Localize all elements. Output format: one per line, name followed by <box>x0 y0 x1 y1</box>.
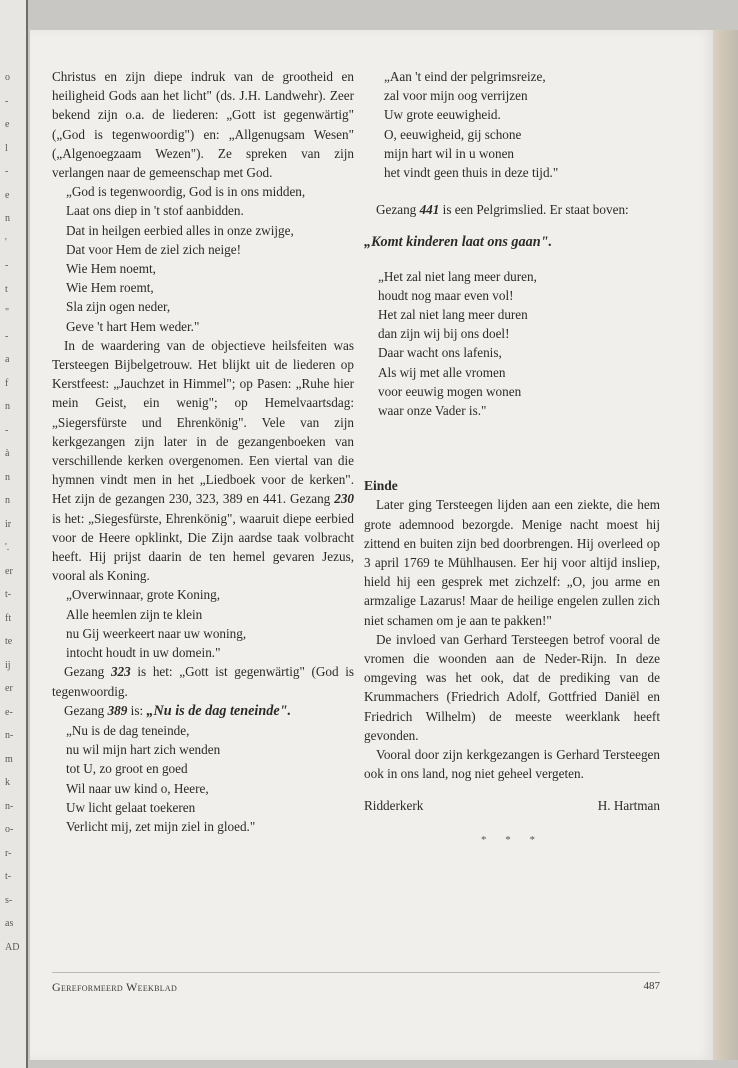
paragraph-einde-1: Later ging Tersteegen lijden aan een ziekte, die hem grote ademnood bezorgde. Menige nacht moest hij zittend en buiten zijn bed doorbrengen. Hij overleed op 3 april 1769 te Mühlhausen. Eer hij voor altijd insliep, hield hij een gesprek met zichzelf: „O, jou arme en armzalige Lazarus! Maar de heilige engelen zullen zich niet schamen om je aan te pakken!" <box>364 497 660 628</box>
prev-page-fragment: n- <box>5 730 14 741</box>
verse-line: het vindt geen thuis in deze tijd." <box>384 165 559 181</box>
prev-page-fragment: t- <box>5 871 12 882</box>
paragraph-intro: Christus en zijn diepe indruk van de grootheid en heiligheid Gods aan het licht" (ds. J.H. Landwehr). Zeer bekend zijn o.a. de liederen: „Gott ist gegenwärtig" („God is tegenwoordig") en: „Allgenugsam Wesen" („Algenoegzaam Wezen"). Ze spreken van zijn verlangen naar de gemeenschap met God. <box>52 69 354 181</box>
prev-page-fragment: f <box>5 377 9 389</box>
hymn-number-230: 230 <box>334 491 354 507</box>
verse-line: Wie Hem roemt, <box>66 280 154 296</box>
right-column <box>364 67 660 850</box>
prev-page-fragment: m <box>5 753 13 765</box>
verse-line: nu wil mijn hart zich wenden <box>66 742 221 758</box>
signature-line <box>364 796 660 815</box>
prev-page-fragment: - <box>5 424 9 436</box>
hymn-number-441: 441 <box>419 202 440 218</box>
verse-line: Het zal niet lang meer duren <box>378 307 528 323</box>
prev-page-fragment: t- <box>5 589 12 600</box>
hymn-number-323: 323 <box>110 664 131 680</box>
prev-page-fragment: l <box>5 142 8 154</box>
page-footer <box>52 980 660 995</box>
verse-line: Daar wacht ons lafenis, <box>378 345 502 361</box>
paragraph-gezang-389: Gezang 389 is: „Nu is de dag teneinde". <box>64 702 292 719</box>
verse-line: dan zijn wij bij ons doel! <box>378 326 510 342</box>
prev-page-fragment: ir <box>5 518 12 530</box>
footer-publication: Gereformeerd Weekblad <box>52 980 178 994</box>
prev-page-fragment: à <box>5 448 10 459</box>
prev-page-fragment: e <box>5 189 10 201</box>
verse-line: waar onze Vader is." <box>378 403 487 419</box>
prev-page-fragment: o <box>5 72 10 83</box>
verse-line: Dat voor Hem de ziel zich neige! <box>66 241 242 257</box>
prev-page-fragment: - <box>5 95 9 107</box>
prev-page-fragment: n- <box>5 800 14 812</box>
verse-line: „Overwinnaar, grote Koning, <box>66 587 221 603</box>
prev-page-fragment: a <box>5 354 10 365</box>
paragraph-einde-3: Vooral door zijn kerkgezangen is Gerhard Tersteegen ook in ons land, nog niet geheel vergeten. <box>364 747 660 782</box>
verse-line: intocht houdt in uw domein." <box>66 645 221 661</box>
end-ornament: * * * <box>481 833 543 846</box>
verse-het-zal-niet-lang <box>364 267 660 421</box>
prev-page-fragment: e- <box>5 706 13 718</box>
prev-page-fragment: ij <box>5 659 11 671</box>
verse-line: „God is tegenwoordig, God is in ons midden, <box>66 184 306 200</box>
verse-line: O, eeuwigheid, gij schone <box>384 126 522 142</box>
section-heading-einde: Einde <box>364 478 398 494</box>
verse-line: Uw grote eeuwigheid. <box>384 107 501 123</box>
prev-page-fragment: AD <box>5 941 20 953</box>
paragraph-bijbelgetrouw: In de waardering van de objectieve heilsfeiten was Tersteegen Bijbelgetrouw. Het blijkt uit de liederen op Kerstfeest: „Jauchzet in Himmel"; op Pasen: „Ruhe hier mein Geist, ein wenig"; op Hemelvaartsdag: „Siegersfürste und Ehrenkönig". Vele van zijn kerkgezangen zijn later in de gezangenboeken van verschillende kerken overgenomen. Een viertal van die hymnen vindt men in het „Liedboek voor de kerken". Het zijn de gezangen 230, 323, 389 en 441. Gezang 230 is het: „Siegesfürste, Ehrenkönig", waaruit diepe eerbied voor de Heere opklinkt, Die Zijn aardse taak volbracht heeft. Hij prijst daarin de ten hemel gevaren Jezus, vooral als Koning. <box>52 337 354 584</box>
prev-page-fragment: n <box>5 213 10 224</box>
prev-page-fragment: n <box>5 495 10 506</box>
verse-line: Alle heemlen zijn te klein <box>66 606 203 622</box>
left-column <box>52 67 354 836</box>
verse-line: „Nu is de dag teneinde, <box>66 722 190 738</box>
paragraph-gezang-323: Gezang 323 is het: „Gott ist gegenwärtig" (God is tegenwoordig. <box>52 664 355 699</box>
prev-page-fragment: ' <box>5 236 7 248</box>
prev-page-fragment: ft <box>5 612 12 624</box>
prev-page-fragment: - <box>5 330 9 342</box>
verse-line: houdt nog maar even vol! <box>378 287 514 303</box>
prev-page-fragment: er <box>5 683 13 694</box>
prev-page-fragment: n <box>5 401 10 412</box>
page-number: 487 <box>643 980 660 992</box>
paragraph-einde-2: De invloed van Gerhard Tersteegen betrof vooral de vromen die woonden aan de Neder-Rijn. In deze omgeving was het ook, dat de prediking van de Krummachers (Friedrich Adolf, Gottfried Daniël en Friedrich Wilhelm) de meeste weerklank heeft gevonden. <box>364 631 660 743</box>
verse-line: Wie Hem noemt, <box>66 261 156 277</box>
verse-line: Geve 't hart Hem weder." <box>66 318 200 334</box>
prev-page-fragment: as <box>5 918 14 929</box>
prev-page-fragment: te <box>5 636 13 647</box>
prev-page-fragment: s- <box>5 894 13 906</box>
hymn-number-389: 389 <box>107 702 128 718</box>
prev-page-fragment: - <box>5 260 9 271</box>
prev-page-fragment: " <box>5 307 10 318</box>
verse-line: Als wij met alle vromen <box>378 364 506 380</box>
prev-page-fragment: er <box>5 565 13 577</box>
verse-line: tot U, zo groot en goed <box>66 761 188 777</box>
verse-line: zal voor mijn oog verrijzen <box>384 88 528 104</box>
paragraph-gezang-441: Gezang 441 is een Pelgrimslied. Er staat boven: <box>376 202 629 218</box>
prev-page-fragment: - <box>5 166 9 177</box>
previous-page-edge <box>0 0 28 1068</box>
verse-line: voor eeuwig mogen wonen <box>378 383 522 399</box>
prev-page-fragment: r- <box>5 847 12 859</box>
verse-line: mijn hart wil in u wonen <box>384 145 515 161</box>
author-name: H. Hartman <box>597 797 660 813</box>
prev-page-fragment: t <box>5 283 8 295</box>
hymn-title-389: „Nu is de dag teneinde". <box>146 702 292 719</box>
verse-line: „Het zal niet lang meer duren, <box>378 268 537 284</box>
prev-page-fragment: o- <box>5 824 14 835</box>
verse-god-is-tegenwoordig <box>52 182 354 336</box>
hymn-title-441: „Komt kinderen laat ons gaan". <box>364 234 553 251</box>
verse-overwinnaar <box>52 585 354 662</box>
prev-page-fragment: k <box>5 777 10 788</box>
verse-line: Wil naar uw kind o, Heere, <box>66 780 209 796</box>
prev-page-fragment: n <box>5 471 10 483</box>
verse-nu-is-de-dag <box>52 721 354 836</box>
verse-line: „Aan 't eind der pelgrimsreize, <box>384 69 546 84</box>
verse-line: Verlicht mij, zet mijn ziel in gloed." <box>66 818 256 834</box>
footer-rule <box>52 972 660 973</box>
verse-line: Dat in heilgen eerbied alles in onze zwijge, <box>66 222 294 238</box>
verse-line: Sla zijn ogen neder, <box>66 299 171 315</box>
book-spine <box>713 30 738 1060</box>
verse-line: nu Gij weerkeert naar uw woning, <box>66 625 247 641</box>
verse-pelgrimsreize <box>364 67 660 182</box>
verse-line: Uw licht gelaat toekeren <box>66 799 196 815</box>
verse-line: Laat ons diep in 't stof aanbidden. <box>66 203 244 219</box>
place-name: Ridderkerk <box>364 797 424 813</box>
prev-page-fragment: '. <box>5 542 10 553</box>
prev-page-fragment: e <box>5 119 10 130</box>
